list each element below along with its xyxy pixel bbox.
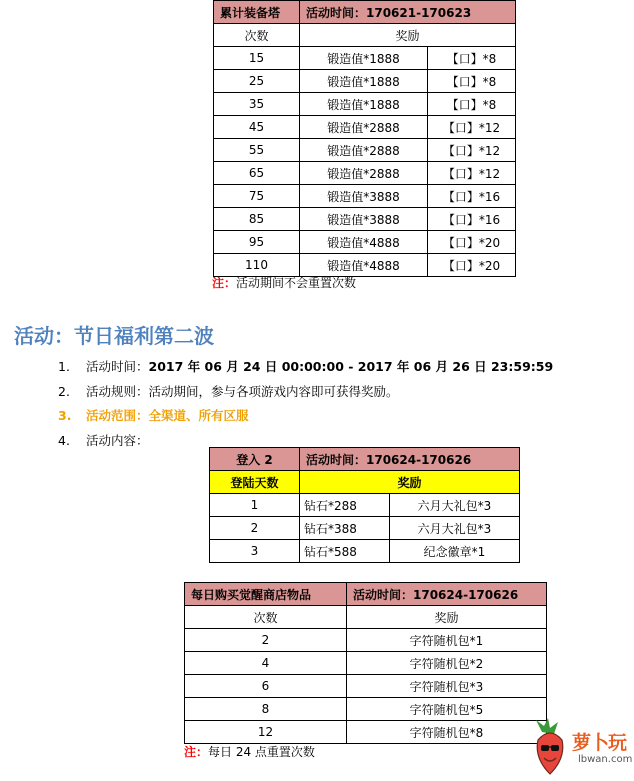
list-value: 全渠道、所有区服 [148, 408, 249, 423]
reward-cell: 【口】*12 [428, 139, 516, 162]
site-logo [530, 718, 634, 778]
list-number: 4. [58, 432, 70, 448]
table-row [210, 494, 520, 517]
day-cell: 1 [210, 494, 300, 517]
reward-cell: 六月大礼包*3 [390, 517, 520, 540]
table-row [185, 721, 547, 744]
reward-cell: 锻造值*1888 [300, 70, 428, 93]
day-cell: 3 [210, 540, 300, 563]
logo-url: lbwan.com [578, 754, 633, 765]
column-header-reward: 奖励 [300, 471, 520, 494]
table-row [214, 70, 516, 93]
reward-cell: 锻造值*2888 [300, 162, 428, 185]
column-header-count: 次数 [185, 606, 347, 629]
table-row [185, 629, 547, 652]
column-header-count: 次数 [214, 24, 300, 47]
day-cell: 2 [210, 517, 300, 540]
table-row [210, 517, 520, 540]
count-cell: 15 [214, 47, 300, 70]
table-row [214, 47, 516, 70]
reward-cell: 字符随机包*8 [347, 721, 547, 744]
table-title: 累计装备塔 [214, 1, 300, 24]
count-cell: 8 [185, 698, 347, 721]
reward-cell: 【口】*8 [428, 47, 516, 70]
list-item-rules [58, 383, 553, 408]
table1-note [212, 274, 356, 291]
count-cell: 95 [214, 231, 300, 254]
reward-cell: 六月大礼包*3 [390, 494, 520, 517]
count-cell: 2 [185, 629, 347, 652]
activity-time: 活动时间：170624-170626 [347, 583, 547, 606]
activity-info-list [58, 358, 553, 456]
tower-reward-table [213, 0, 516, 277]
reward-cell: 锻造值*2888 [300, 116, 428, 139]
login-reward-table [209, 447, 520, 563]
reward-cell: 纪念徽章*1 [390, 540, 520, 563]
reward-cell: 【口】*8 [428, 70, 516, 93]
list-label: 活动时间： [86, 359, 149, 374]
table-row [185, 675, 547, 698]
reward-cell: 【口】*8 [428, 93, 516, 116]
count-cell: 45 [214, 116, 300, 139]
reward-cell: 【口】*12 [428, 162, 516, 185]
list-number: 2. [58, 383, 70, 399]
reward-cell: 钻石*388 [300, 517, 390, 540]
reward-cell: 【口】*20 [428, 254, 516, 277]
reward-cell: 【口】*16 [428, 185, 516, 208]
reward-cell: 【口】*16 [428, 208, 516, 231]
table-row [210, 540, 520, 563]
list-label: 活动范围： [86, 408, 149, 423]
list-item-time [58, 358, 553, 383]
reward-cell: 【口】*12 [428, 116, 516, 139]
table-title: 登入 2 [210, 448, 300, 471]
table-row [214, 116, 516, 139]
reward-cell: 锻造值*3888 [300, 185, 428, 208]
count-cell: 25 [214, 70, 300, 93]
count-cell: 75 [214, 185, 300, 208]
reward-cell: 字符随机包*5 [347, 698, 547, 721]
activity-time: 活动时间：170624-170626 [300, 448, 520, 471]
note-text: 活动期间不会重置次数 [236, 276, 357, 290]
reward-cell: 锻造值*2888 [300, 139, 428, 162]
reward-cell: 字符随机包*1 [347, 629, 547, 652]
table-row [214, 185, 516, 208]
table-row [214, 162, 516, 185]
table-row [185, 698, 547, 721]
table-row [214, 231, 516, 254]
table-title: 每日购买觉醒商店物品 [185, 583, 347, 606]
reward-cell: 锻造值*4888 [300, 254, 428, 277]
note-text: 每日 24 点重置次数 [208, 745, 315, 759]
reward-cell: 锻造值*1888 [300, 47, 428, 70]
count-cell: 85 [214, 208, 300, 231]
table-row [214, 139, 516, 162]
table-row [185, 652, 547, 675]
list-label: 活动规则： [86, 383, 149, 399]
reward-cell: 钻石*288 [300, 494, 390, 517]
awaken-shop-table [184, 582, 547, 744]
note-label: 注： [184, 745, 209, 759]
reward-cell: 字符随机包*2 [347, 652, 547, 675]
column-header-reward: 奖励 [300, 24, 516, 47]
table-row [214, 208, 516, 231]
logo-name: 萝卜玩 [572, 732, 627, 754]
list-number: 3. [58, 408, 72, 423]
activity-time: 活动时间：170621-170623 [300, 1, 516, 24]
count-cell: 4 [185, 652, 347, 675]
count-cell: 6 [185, 675, 347, 698]
reward-cell: 锻造值*3888 [300, 208, 428, 231]
table3-note [184, 743, 315, 760]
reward-cell: 锻造值*1888 [300, 93, 428, 116]
column-header-reward: 奖励 [347, 606, 547, 629]
count-cell: 110 [214, 254, 300, 277]
list-value: 活动期间，参与各项游戏内容即可获得奖励。 [148, 383, 399, 399]
count-cell: 35 [214, 93, 300, 116]
column-header-days: 登陆天数 [210, 471, 300, 494]
reward-cell: 锻造值*4888 [300, 231, 428, 254]
list-number: 1. [58, 359, 70, 374]
list-label: 活动内容： [86, 432, 149, 448]
reward-cell: 钻石*588 [300, 540, 390, 563]
section-title: 活动：节日福利第二波 [14, 324, 214, 348]
count-cell: 12 [185, 721, 347, 744]
count-cell: 55 [214, 139, 300, 162]
note-label: 注： [212, 276, 237, 290]
list-item-scope [58, 407, 553, 432]
count-cell: 65 [214, 162, 300, 185]
table-row [214, 93, 516, 116]
list-value: 2017 年 06 月 24 日 00:00:00 - 2017 年 06 月 26 日 23:59:59 [148, 359, 554, 374]
reward-cell: 【口】*20 [428, 231, 516, 254]
reward-cell: 字符随机包*3 [347, 675, 547, 698]
